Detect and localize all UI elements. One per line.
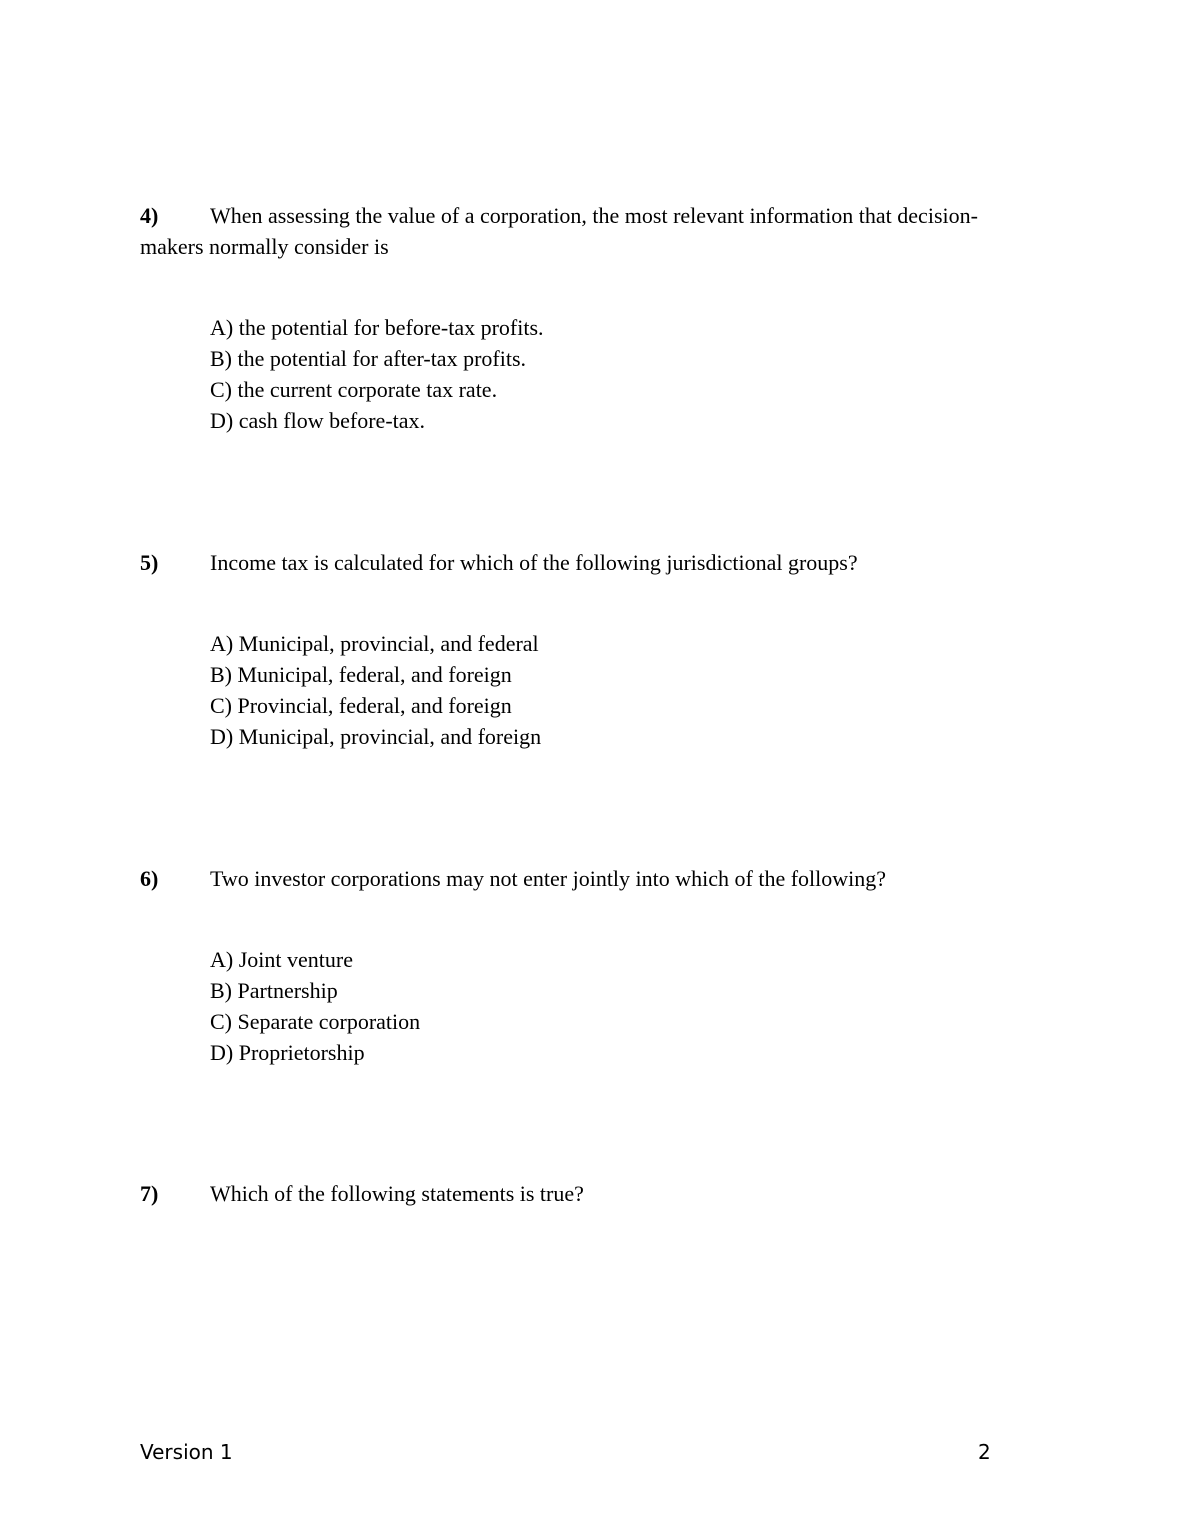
option-b: B) the potential for after-tax profits. [210, 346, 527, 371]
question-6-options [210, 944, 420, 1068]
question-number: 5) [140, 550, 159, 575]
question-4-options [210, 312, 544, 436]
question-number: 4) [140, 203, 159, 228]
option-c: C) Separate corporation [210, 1009, 421, 1034]
question-7-line1 [140, 1178, 1040, 1209]
question-4-line1 [140, 200, 1040, 231]
question-7 [140, 1178, 1040, 1209]
option-c: C) Provincial, federal, and foreign [210, 693, 512, 718]
option-b: B) Partnership [210, 978, 338, 1003]
option-a: A) Joint venture [210, 947, 353, 972]
question-text: Two investor corporations may not enter jointly into which of the following? [210, 866, 887, 891]
question-6 [140, 863, 1040, 894]
option-a: A) the potential for before-tax profits. [210, 315, 544, 340]
option-d: D) Municipal, provincial, and foreign [210, 724, 542, 749]
option-b: B) Municipal, federal, and foreign [210, 662, 512, 687]
question-5-line1 [140, 547, 1040, 578]
question-5-options [210, 628, 541, 752]
question-5 [140, 547, 1040, 578]
question-text: When assessing the value of a corporation, the most relevant information that decision- [210, 203, 978, 228]
question-number: 6) [140, 866, 159, 891]
question-text-continued: makers normally consider is [140, 234, 389, 259]
question-4 [140, 200, 1040, 262]
question-number: 7) [140, 1181, 159, 1206]
option-c: C) the current corporate tax rate. [210, 377, 498, 402]
option-d: D) cash flow before-tax. [210, 408, 426, 433]
question-text: Which of the following statements is true? [210, 1181, 584, 1206]
question-text: Income tax is calculated for which of the following jurisdictional groups? [210, 550, 858, 575]
footer-version: Version 1 [140, 1440, 233, 1464]
footer-page-number: 2 [978, 1440, 991, 1464]
option-a: A) Municipal, provincial, and federal [210, 631, 539, 656]
option-d: D) Proprietorship [210, 1040, 365, 1065]
question-6-line1 [140, 863, 1040, 894]
